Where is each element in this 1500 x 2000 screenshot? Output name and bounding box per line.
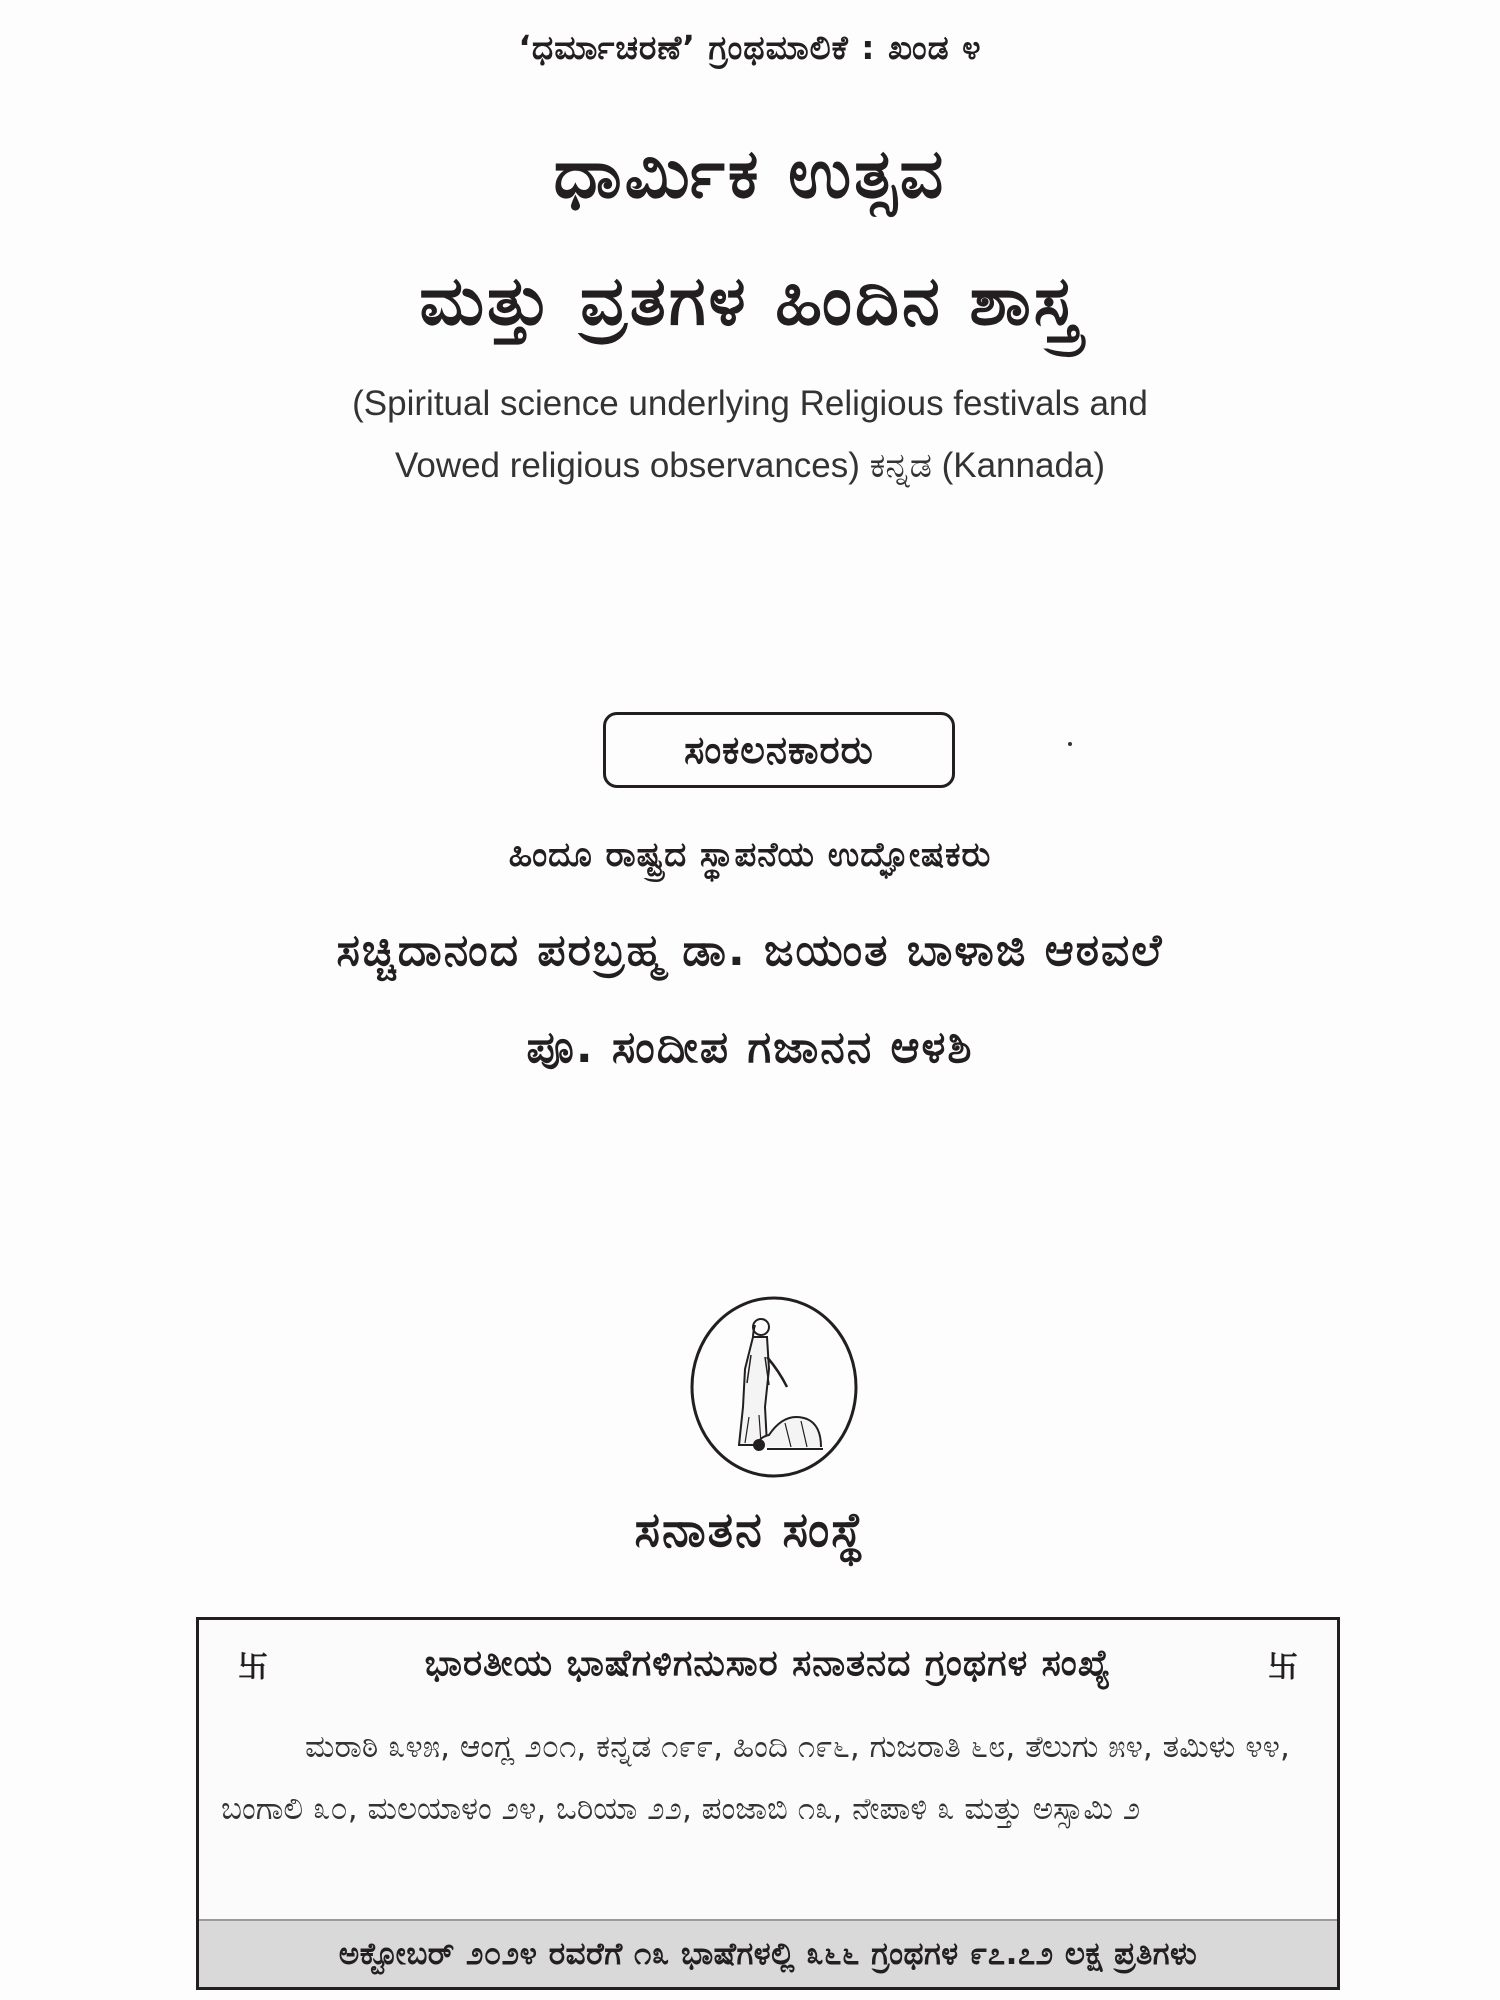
swastika-icon: 卐 — [1268, 1650, 1298, 1685]
guru-disciple-logo-icon — [689, 1295, 859, 1479]
book-title-line-2: ಮತ್ತು ವ್ರತಗಳ ಹಿಂದಿನ ಶಾಸ್ತ್ರ — [419, 262, 1081, 341]
english-subtitle-line-1: (Spiritual science underlying Religious festivals and — [352, 384, 1148, 423]
author-name-2: ಪೂ. ಸಂದೀಪ ಗಜಾನನ ಆಳಶಿ — [526, 1022, 974, 1073]
stats-header — [199, 1642, 1337, 1686]
book-title-line-1: ಧಾರ್ಮಿಕ ಉತ್ಸವ — [553, 135, 947, 214]
publication-stats-box — [196, 1617, 1340, 1990]
swastika-icon: 卐 — [238, 1650, 268, 1685]
stats-heading: ಭಾರತೀಯ ಭಾಷೆಗಳಿಗನುಸಾರ ಸನಾತನದ ಗ್ರಂಥಗಳ ಸಂಖ್ಯೆ — [424, 1643, 1112, 1684]
publisher-name: ಸನಾತನ ಸಂಸ್ಥೆ — [634, 1502, 866, 1558]
stats-total-footer: ಅಕ್ಟೋಬರ್ ೨೦೨೪ ರವರೆಗೆ ೧೩ ಭಾಷೆಗಳಲ್ಲಿ ೩೬೬ ಗ್ರಂಥಗಳ ೯೭.೭೨ ಲಕ್ಷ ಪ್ರತಿಗಳು — [199, 1919, 1337, 1987]
compilers-label-box: ಸಂಕಲನಕಾರರು — [603, 712, 955, 788]
english-subtitle-line-2: Vowed religious observances) ಕನ್ನಡ (Kannada) — [394, 446, 1106, 485]
print-speck — [1068, 742, 1072, 746]
series-line: ‘ಧರ್ಮಾಚರಣೆ’ ಗ್ರಂಥಮಾಲಿಕೆ : ಖಂಡ ೪ — [518, 28, 982, 67]
stats-language-counts: ಮರಾಠಿ ೩೪೫, ಆಂಗ್ಲ ೨೦೧, ಕನ್ನಡ ೧೯೯, ಹಿಂದಿ ೧೯೬, ಗುಜರಾತಿ ೬೮, ತೆಲುಗು ೫೪, ತಮಿಳು ೪೪, ಬಂಗಾಲಿ ೩೦, ಮಲಯಾಳಂ ೨೪, ಒರಿಯಾ ೨೨, ಪಂಜಾಬಿ ೧೩, ನೇಪಾಳಿ ೩ ಮತ್ತು ಅಸ್ಸಾಮಿ ೨ — [221, 1729, 1290, 1827]
compiler-role: ಹಿಂದೂ ರಾಷ್ಟ್ರದ ಸ್ಥಾಪನೆಯ ಉದ್ಘೋಷಕರು — [508, 835, 992, 875]
author-name-1: ಸಚ್ಚಿದಾನಂದ ಪರಬ್ರಹ್ಮ ಡಾ. ಜಯಂತ ಬಾಳಾಜಿ ಆಠವಲೆ — [336, 925, 1164, 976]
